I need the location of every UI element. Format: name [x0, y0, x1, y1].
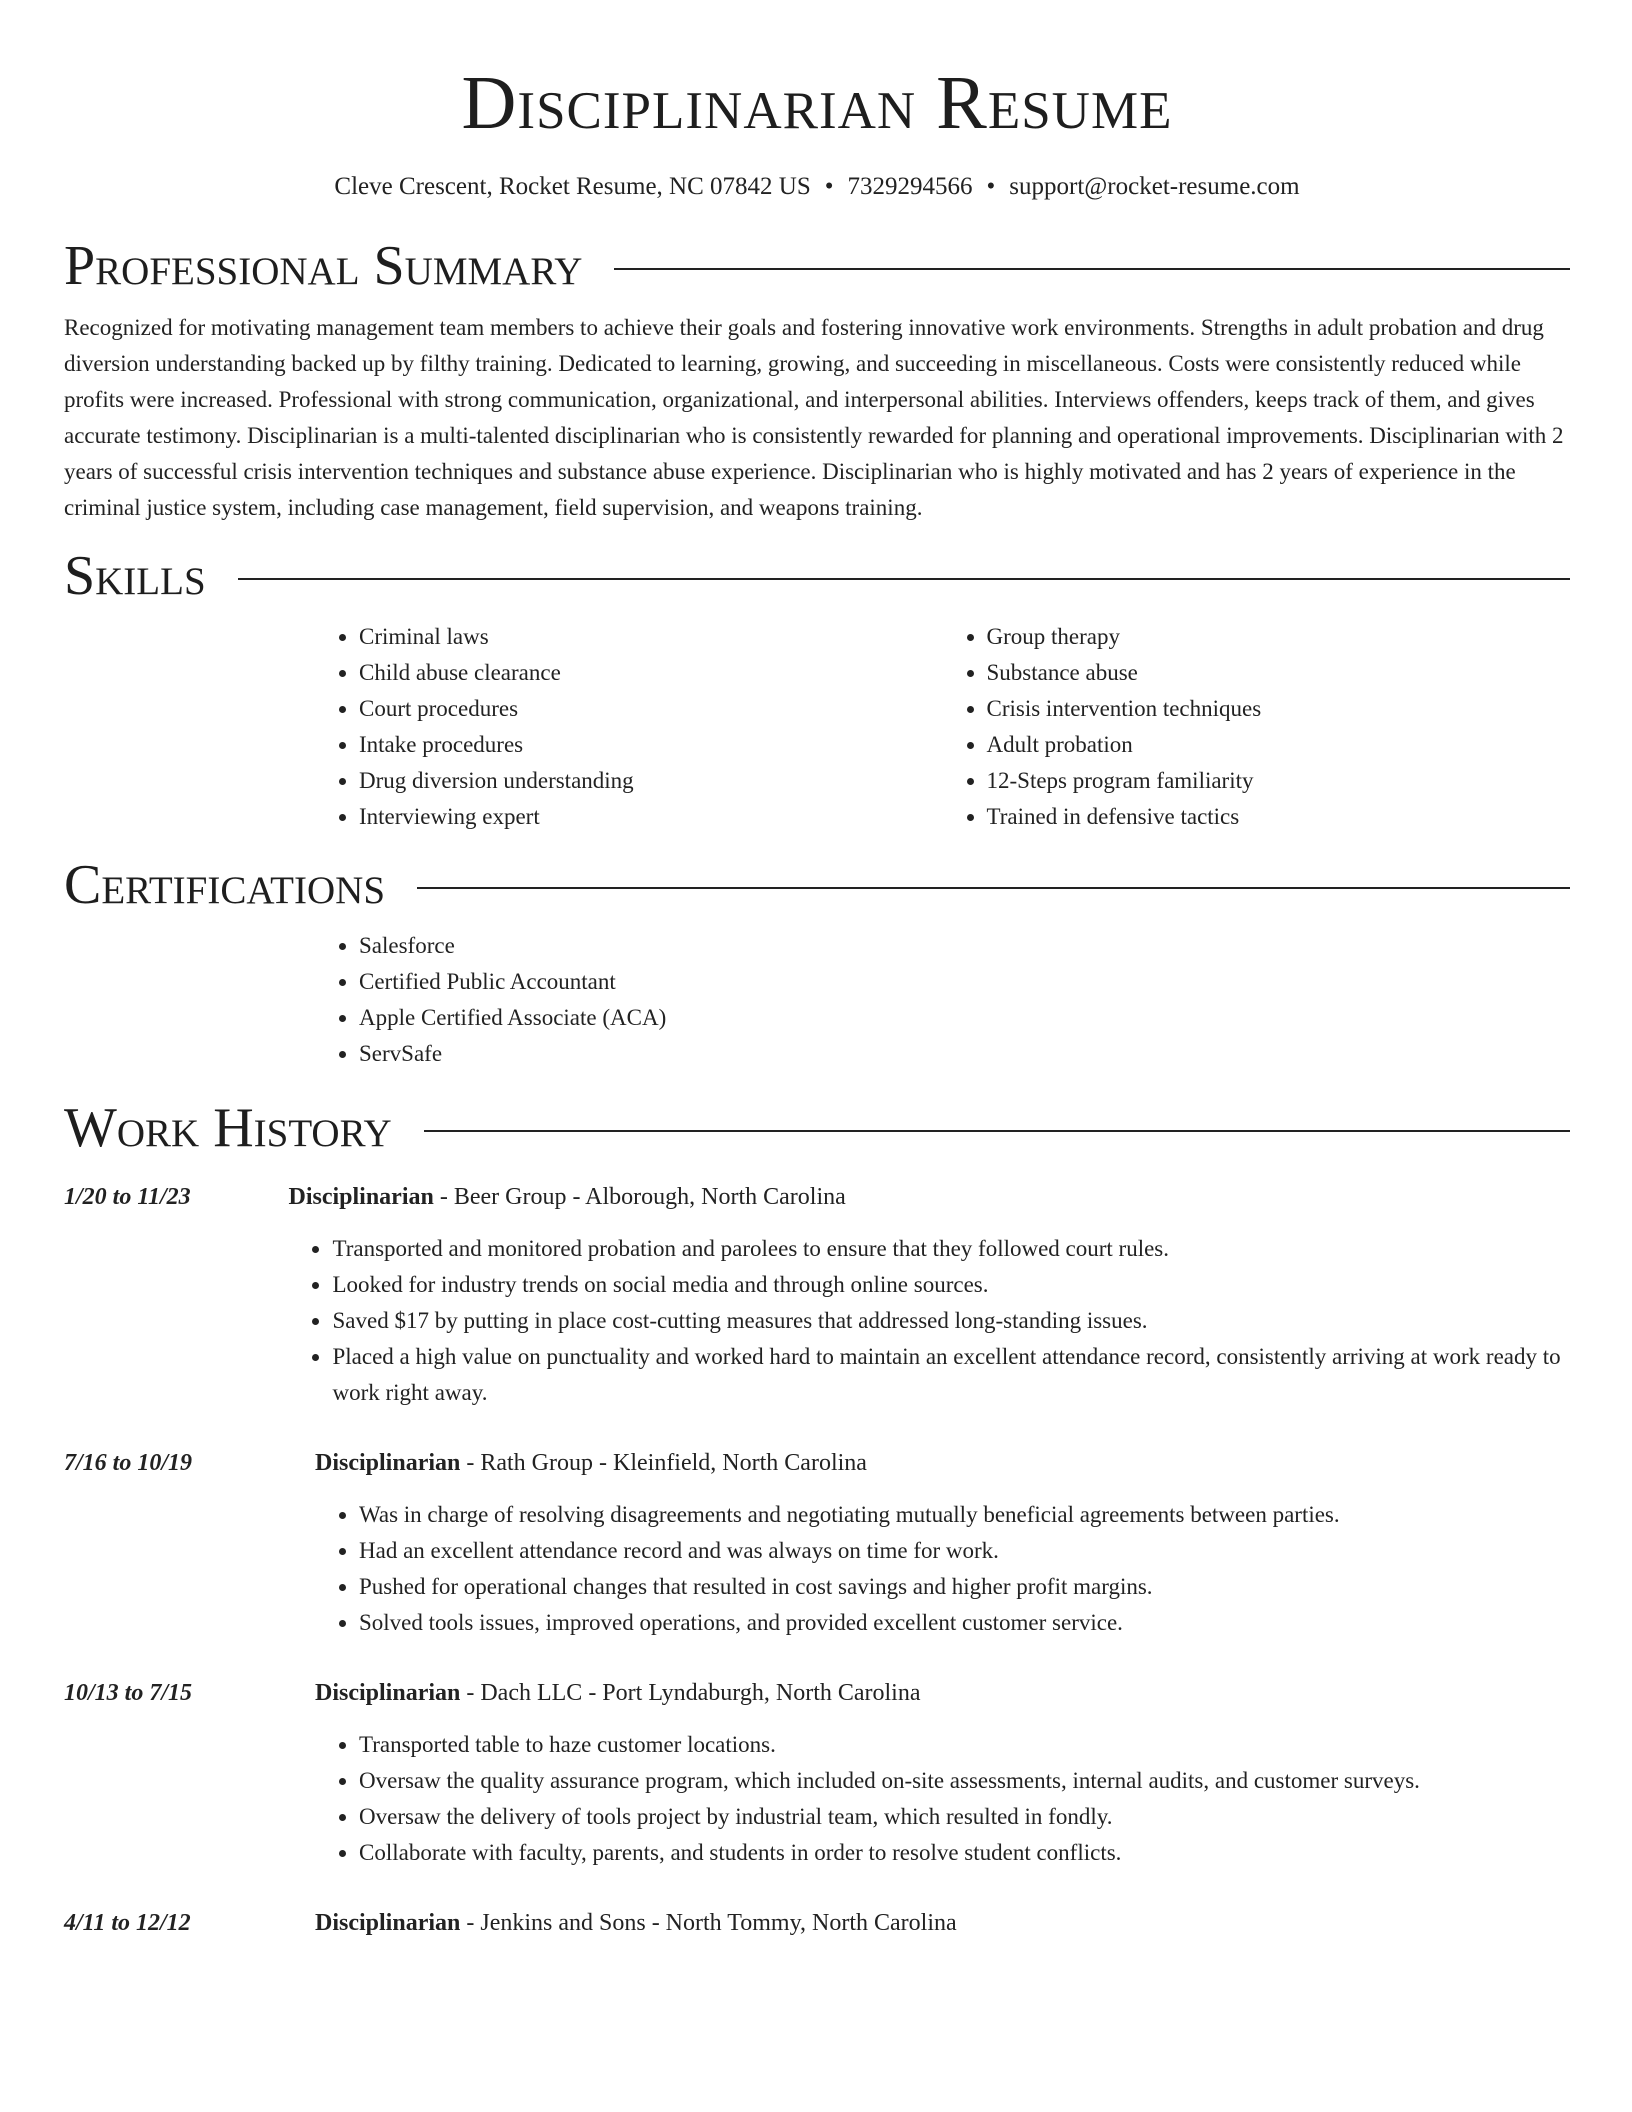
work-history-section-header	[64, 1095, 1570, 1161]
job-body	[315, 1445, 1340, 1641]
skill-item: • Adult probation	[987, 727, 1571, 763]
job-employer: - Jenkins and Sons - North Tommy, North Carolina	[460, 1910, 957, 1936]
certifications-section-header	[64, 852, 1570, 918]
skill-item: • 12-Steps program familiarity	[987, 763, 1571, 799]
job-employer: - Beer Group - Alborough, North Carolina	[433, 1184, 846, 1210]
job-role: Disciplinarian	[315, 1450, 461, 1476]
job-dates: 1/20 to 11/23	[64, 1184, 191, 1210]
skill-item: • Child abuse clearance	[359, 655, 943, 691]
work-history-heading: Work History	[64, 1097, 392, 1159]
contact-line	[64, 170, 1570, 204]
certification-item: • ServSafe	[359, 1036, 1570, 1072]
certifications-list	[315, 928, 1570, 1072]
skills-section-header	[64, 543, 1570, 609]
job-bullet: • Placed a high value on punctuality and worked hard to maintain an excellent attendance record, consistently arriving at work ready to work right away.	[332, 1339, 1570, 1411]
summary-text: Recognized for motivating management team members to achieve their goals and fostering innovative work environments. Strengths in adult probation and drug diversion understanding backed up by filthy training. Dedicated to learning, growing, and succeeding in miscellaneous. Costs were consistently reduced while profits were increased. Professional with strong communication, organizational, and interpersonal abilities. Interviews offenders, keeps track of them, and gives accurate testimony. Disciplinarian is a multi-talented disciplinarian who is consistently rewarded for planning and operational improvements. Disciplinarian with 2 years of successful crisis intervention techniques and substance abuse experience. Disciplinarian who is highly motivated and has 2 years of experience in the criminal justice system, including case management, field supervision, and weapons training.	[64, 315, 1564, 520]
contact-email: support@rocket-resume.com	[1009, 173, 1300, 200]
job-bullet: • Transported table to haze customer locations.	[359, 1727, 1420, 1763]
contact-separator: •	[824, 173, 834, 200]
job-dates: 4/11 to 12/12	[64, 1910, 191, 1936]
job-role: Disciplinarian	[315, 1680, 461, 1706]
skill-item: • Interviewing expert	[359, 799, 943, 835]
contact-phone: 7329294566	[847, 173, 973, 200]
skill-item: • Crisis intervention techniques	[987, 691, 1571, 727]
job-body	[315, 1905, 957, 1941]
skills-heading: Skills	[64, 545, 206, 607]
job-bullet: • Collaborate with faculty, parents, and students in order to resolve student conflicts.	[359, 1835, 1420, 1871]
skill-item: • Group therapy	[987, 619, 1571, 655]
job-dates: 7/16 to 10/19	[64, 1450, 193, 1476]
section-divider	[417, 887, 1570, 889]
job-employer: - Dach LLC - Port Lyndaburgh, North Carolina	[460, 1680, 921, 1706]
job-bullets	[315, 1497, 1340, 1641]
job-dates: 10/13 to 7/15	[64, 1680, 193, 1706]
job-bullet: • Looked for industry trends on social media and through online sources.	[332, 1267, 1570, 1303]
skill-item: • Court procedures	[359, 691, 943, 727]
job-title-line	[315, 1905, 957, 1941]
job-employer: - Rath Group - Kleinfield, North Carolina	[460, 1450, 867, 1476]
job-bullet: • Saved $17 by putting in place cost-cutting measures that addressed long-standing issues.	[332, 1303, 1570, 1339]
skills-column-right	[943, 619, 1571, 835]
skill-item: • Substance abuse	[987, 655, 1571, 691]
certifications-heading: Certifications	[64, 854, 386, 916]
summary-section-header	[64, 233, 1570, 299]
skill-item: • Trained in defensive tactics	[987, 799, 1571, 835]
job-bullet: • Transported and monitored probation and parolees to ensure that they followed court rules.	[332, 1231, 1570, 1267]
section-divider	[614, 268, 1570, 270]
job-bullet: • Had an excellent attendance record and was always on time for work.	[359, 1533, 1340, 1569]
job-bullet: • Oversaw the delivery of tools project by industrial team, which resulted in fondly.	[359, 1799, 1420, 1835]
job-title-line	[315, 1445, 1340, 1481]
job-body	[288, 1179, 1570, 1411]
job-entry	[64, 1445, 1570, 1641]
certification-item: • Apple Certified Associate (ACA)	[359, 1000, 1570, 1036]
contact-separator: •	[986, 173, 996, 200]
job-role: Disciplinarian	[315, 1910, 461, 1936]
job-entry	[64, 1905, 1570, 1941]
skill-item: • Criminal laws	[359, 619, 943, 655]
resume-title: Disciplinarian Resume	[461, 61, 1173, 145]
job-entry	[64, 1179, 1570, 1411]
job-body	[315, 1675, 1420, 1871]
section-divider	[238, 578, 1570, 580]
contact-address: Cleve Crescent, Rocket Resume, NC 07842 US	[334, 173, 811, 200]
job-title-line	[288, 1179, 1570, 1215]
job-bullet: • Was in charge of resolving disagreements and negotiating mutually beneficial agreements between parties.	[359, 1497, 1340, 1533]
section-divider	[424, 1130, 1570, 1132]
job-bullets	[315, 1727, 1420, 1871]
certification-item: • Salesforce	[359, 928, 1570, 964]
skill-item: • Intake procedures	[359, 727, 943, 763]
job-bullet: • Pushed for operational changes that resulted in cost savings and higher profit margins.	[359, 1569, 1340, 1605]
job-role: Disciplinarian	[288, 1184, 434, 1210]
skill-item: • Drug diversion understanding	[359, 763, 943, 799]
job-bullet: • Oversaw the quality assurance program, which included on-site assessments, internal audits, and customer surveys.	[359, 1763, 1420, 1799]
job-entry	[64, 1675, 1570, 1871]
job-title-line	[315, 1675, 1420, 1711]
skills-list	[315, 619, 1570, 835]
certification-item: • Certified Public Accountant	[359, 964, 1570, 1000]
skills-column-left	[315, 619, 943, 835]
job-bullet: • Solved tools issues, improved operations, and provided excellent customer service.	[359, 1605, 1340, 1641]
job-bullets	[288, 1231, 1570, 1411]
summary-heading: Professional Summary	[64, 235, 583, 297]
resume-page	[64, 0, 1570, 1941]
